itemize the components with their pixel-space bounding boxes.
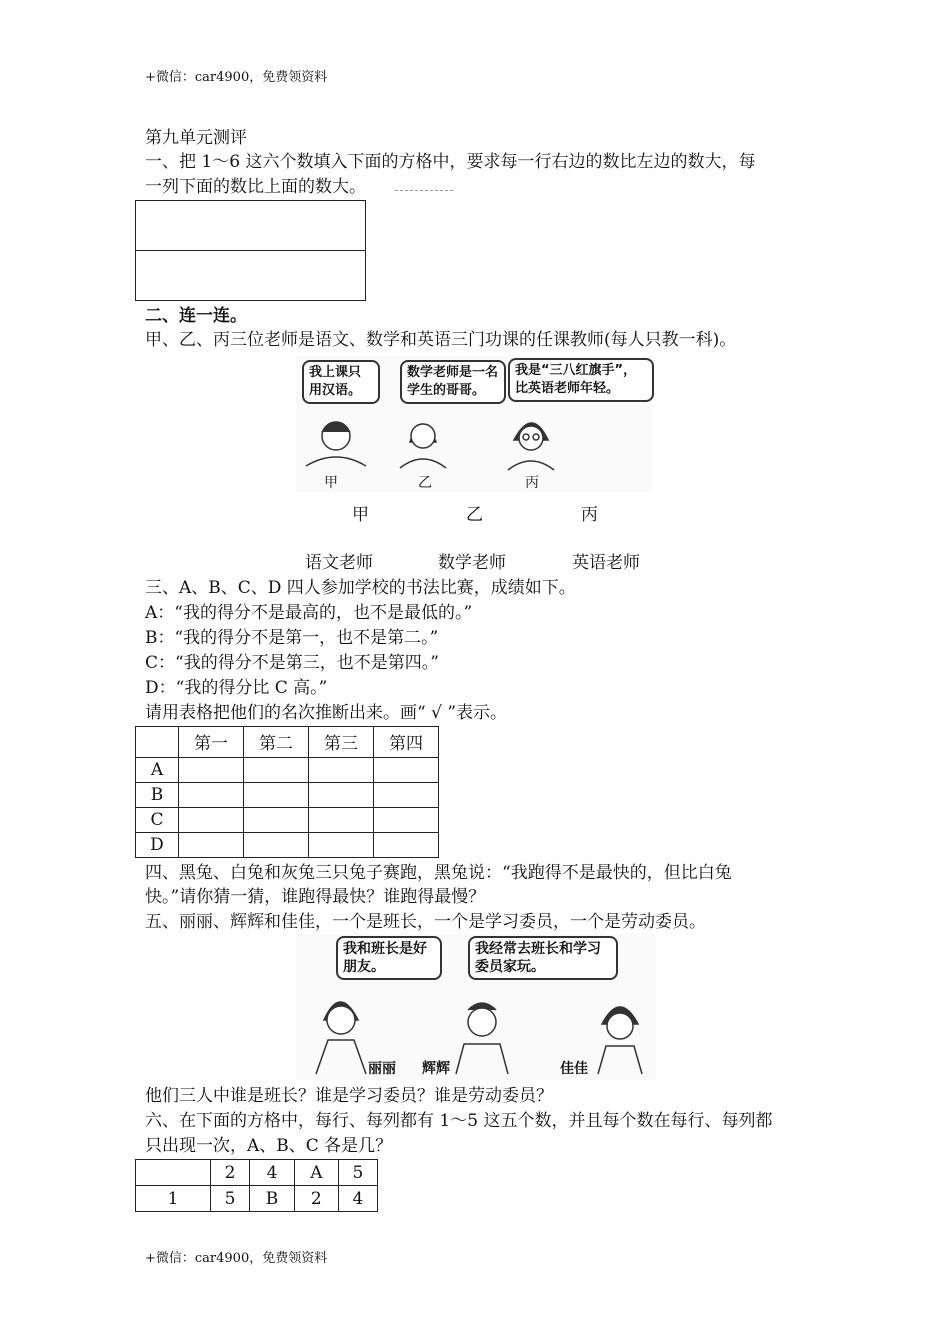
- answer-cell[interactable]: [374, 782, 439, 807]
- answer-cell[interactable]: [179, 782, 244, 807]
- answer-cell[interactable]: [244, 807, 309, 832]
- huihui-figure: [456, 1003, 508, 1074]
- q3-statement-d: D：“我的得分比 C 高。”: [145, 678, 328, 698]
- q5-question: 他们三人中谁是班长？谁是学习委员？谁是劳动委员？: [145, 1086, 553, 1106]
- answer-cell[interactable]: [244, 832, 309, 857]
- q2-heading: 二、连一连。: [145, 306, 247, 326]
- q5-line1: 五、丽丽、辉辉和佳佳，一个是班长，一个是学习委员，一个是劳动委员。: [145, 912, 706, 932]
- students-drawing: [296, 934, 656, 1080]
- grid-cell: 2: [211, 1160, 250, 1186]
- row-header: A: [136, 757, 179, 782]
- q3-statement-c: C：“我的得分不是第三，也不是第四。”: [145, 653, 439, 673]
- answer-cell[interactable]: [309, 807, 374, 832]
- q6-line1: 六、在下面的方格中，每行、每列都有 1～5 这五个数，并且每个数在每行、每列都: [145, 1111, 773, 1131]
- q2-text: 甲、乙、丙三位老师是语文、数学和英语三门功课的任课教师(每人只教一科)。: [145, 330, 737, 350]
- q1-line2: 一列下面的数比上面的数大。: [145, 177, 366, 197]
- answer-cell[interactable]: [179, 807, 244, 832]
- grid-cell: 1: [136, 1186, 211, 1212]
- figure-label-huihui: 辉辉: [422, 1061, 450, 1077]
- speech-bubble: 我经常去班长和学习委员家玩。: [468, 936, 618, 980]
- q6-number-grid: [135, 1159, 378, 1212]
- page-title: 第九单元测评: [145, 128, 247, 148]
- figure-label-bing: 丙: [525, 475, 539, 491]
- q3-instruction: 请用表格把他们的名次推断出来。画“ √ ”表示。: [145, 703, 508, 723]
- speech-bubble: 我是“三八红旗手”，比英语老师年轻。: [508, 358, 654, 402]
- speech-bubble: 我上课只用汉语。: [302, 360, 380, 404]
- figure-label-jiajia: 佳佳: [560, 1061, 588, 1077]
- answer-cell[interactable]: [374, 757, 439, 782]
- figure-label-yi: 乙: [418, 475, 432, 491]
- q4-line1: 四、黑兔、白兔和灰兔三只兔子赛跑，黑兔说：“我跑得不是最快的，但比白兔: [145, 863, 732, 883]
- person-bing[interactable]: 丙: [581, 505, 598, 525]
- q2-illustration: [296, 356, 652, 492]
- lili-figure: [316, 1002, 366, 1074]
- subject-english[interactable]: 英语老师: [572, 553, 640, 573]
- row-header: D: [136, 832, 179, 857]
- row-header: B: [136, 782, 179, 807]
- teachers-drawing: [296, 356, 652, 492]
- grid-cell: [136, 1160, 211, 1186]
- figure-label-jia: 甲: [324, 475, 338, 491]
- q5-illustration: [296, 934, 656, 1080]
- grid-cell: 5: [211, 1186, 250, 1212]
- grid-cell: 5: [338, 1160, 377, 1186]
- q3-statement-b: B：“我的得分不是第一，也不是第二。”: [145, 628, 439, 648]
- q1-grid: [135, 200, 366, 301]
- q4-line2: 快。”请你猜一猜，谁跑得最快？谁跑得最慢？: [145, 887, 486, 907]
- jiajia-figure: [598, 1007, 642, 1074]
- q1-cell[interactable]: [136, 201, 366, 251]
- speech-bubble: 数学老师是一名学生的哥哥。: [400, 360, 506, 404]
- q3-line1: 三、A、B、C、D 四人参加学校的书法比赛，成绩如下。: [145, 578, 576, 598]
- speech-bubble: 我和班长是好朋友。: [336, 936, 442, 980]
- q3-ranking-table: [135, 726, 439, 858]
- answer-cell[interactable]: [374, 832, 439, 857]
- page-header: +微信：car4900，免费领资料: [145, 70, 328, 85]
- page-footer: +微信：car4900，免费领资料: [145, 1251, 328, 1266]
- q1-line1: 一、把 1～6 这六个数填入下面的方格中，要求每一行右边的数比左边的数大，每: [145, 152, 756, 172]
- answer-cell[interactable]: [309, 757, 374, 782]
- column-header: 第三: [309, 727, 374, 758]
- answer-cell[interactable]: [244, 782, 309, 807]
- column-header: 第四: [374, 727, 439, 758]
- row-header: C: [136, 807, 179, 832]
- column-header: 第二: [244, 727, 309, 758]
- table-corner: [136, 727, 179, 758]
- answer-cell[interactable]: [179, 832, 244, 857]
- person-yi[interactable]: 乙: [466, 505, 483, 525]
- teacher-jia-figure: [306, 422, 366, 466]
- answer-cell[interactable]: [179, 757, 244, 782]
- grid-cell-unknown: B: [250, 1186, 295, 1212]
- teacher-bing-figure: [508, 423, 554, 470]
- person-jia[interactable]: 甲: [352, 505, 369, 525]
- answer-cell[interactable]: [309, 782, 374, 807]
- subject-math[interactable]: 数学老师: [438, 553, 506, 573]
- grid-cell: 2: [294, 1186, 338, 1212]
- dash-underline: [395, 190, 453, 191]
- figure-label-lili: 丽丽: [368, 1061, 396, 1077]
- subject-chinese[interactable]: 语文老师: [305, 553, 373, 573]
- teacher-yi-figure: [400, 424, 446, 468]
- answer-cell[interactable]: [309, 832, 374, 857]
- q3-statement-a: A：“我的得分不是最高的，也不是最低的。”: [145, 603, 473, 623]
- answer-cell[interactable]: [244, 757, 309, 782]
- grid-cell: 4: [250, 1160, 295, 1186]
- column-header: 第一: [179, 727, 244, 758]
- q1-cell[interactable]: [136, 251, 366, 301]
- q6-line2: 只出现一次，A、B、C 各是几？: [145, 1136, 393, 1156]
- grid-cell-unknown: A: [294, 1160, 338, 1186]
- grid-cell: 4: [338, 1186, 377, 1212]
- answer-cell[interactable]: [374, 807, 439, 832]
